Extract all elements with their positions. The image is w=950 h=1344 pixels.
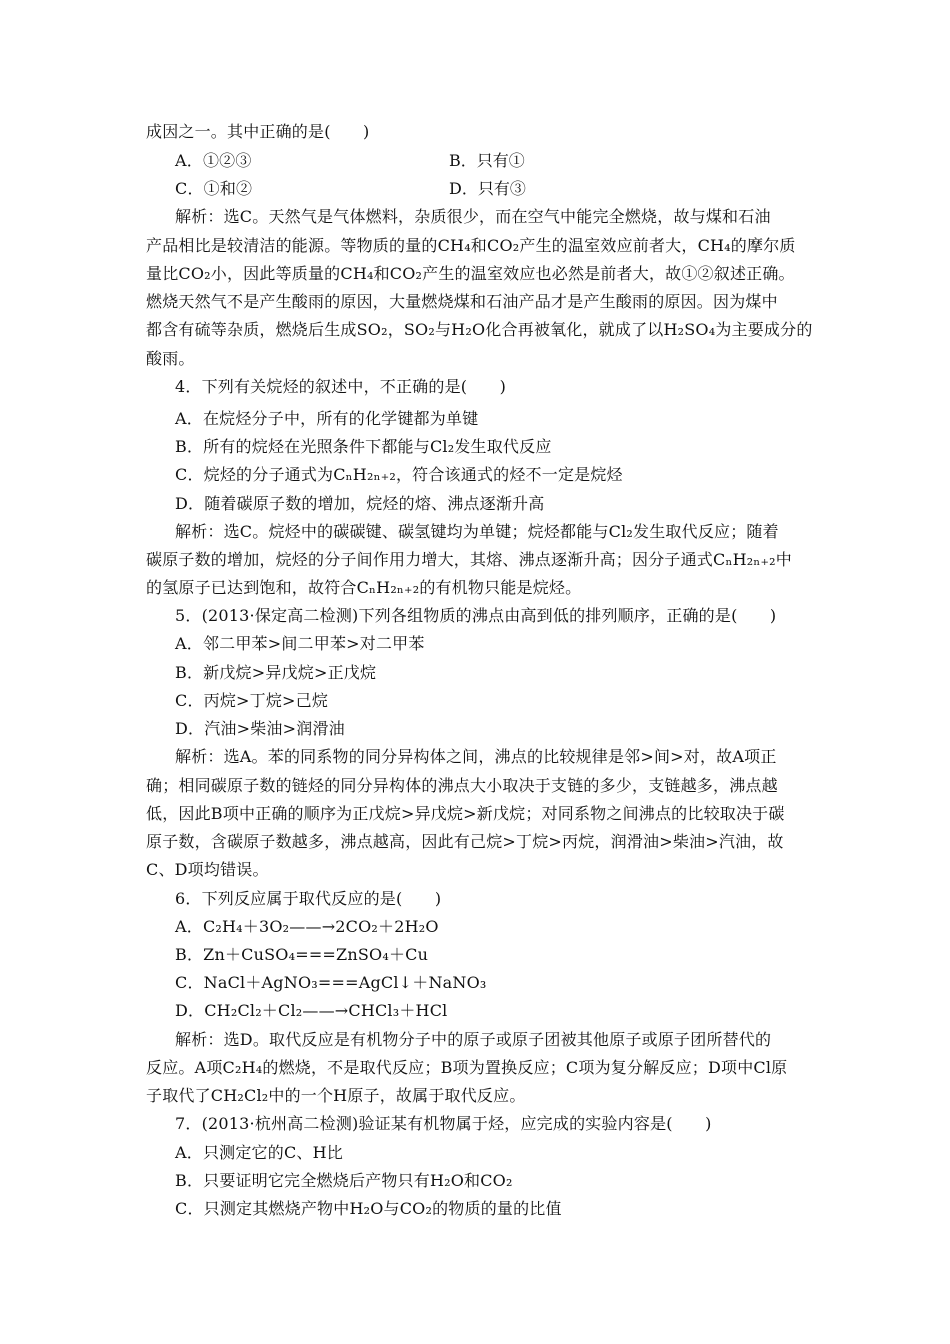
question-4: 4．下列有关烷烃的叙述中，不正确的是( ) bbox=[175, 377, 507, 396]
text-line: 产品相比是较清洁的能源。等物质的量的CH₄和CO₂产生的温室效应前者大，CH₄的摩尔质 bbox=[146, 236, 796, 255]
text-line: 量比CO₂小，因此等质量的CH₄和CO₂产生的温室效应也必然是前者大，故①②叙述正确。 bbox=[146, 264, 795, 283]
text-line: 子取代了CH₂Cl₂中的一个H原子，故属于取代反应。 bbox=[146, 1086, 526, 1105]
option-d: D．汽油>柴油>润滑油 bbox=[175, 719, 345, 738]
text-line: 酸雨。 bbox=[146, 349, 195, 368]
option-a: A．①②③ bbox=[175, 151, 252, 170]
option-a: A．只测定它的C、H比 bbox=[175, 1143, 343, 1162]
option-b: B．所有的烷烃在光照条件下都能与Cl₂发生取代反应 bbox=[175, 437, 552, 456]
option-c: C．①和② bbox=[175, 179, 253, 198]
option-a: A．C₂H₄＋3O₂——→2CO₂＋2H₂O bbox=[175, 917, 439, 936]
option-c: C．只测定其燃烧产物中H₂O与CO₂的物质的量的比值 bbox=[175, 1199, 562, 1218]
text-line: C、D项均错误。 bbox=[146, 860, 269, 879]
option-d: D．随着碳原子数的增加，烷烃的熔、沸点逐渐升高 bbox=[175, 494, 545, 513]
text-line: 解析：选D。取代反应是有机物分子中的原子或原子团被其他原子或原子团所替代的 bbox=[175, 1030, 772, 1049]
option-a: A．在烷烃分子中，所有的化学键都为单键 bbox=[175, 409, 479, 428]
option-b: B．新戊烷>异戊烷>正戊烷 bbox=[175, 663, 377, 682]
text-line: 解析：选C。天然气是气体燃料，杂质很少，而在空气中能完全燃烧，故与煤和石油 bbox=[175, 207, 771, 226]
text-line: 原子数，含碳原子数越多，沸点越高，因此有己烷>丁烷>丙烷，润滑油>柴油>汽油，故 bbox=[146, 832, 784, 851]
question-7: 7．(2013·杭州高二检测)验证某有机物属于烃，应完成的实验内容是( ) bbox=[175, 1114, 712, 1133]
option-b: B．Zn＋CuSO₄===ZnSO₄＋Cu bbox=[175, 945, 429, 964]
text-line: 解析：选C。烷烃中的碳碳键、碳氢键均为单键；烷烃都能与Cl₂发生取代反应；随着 bbox=[175, 522, 779, 541]
option-d: D．只有③ bbox=[449, 179, 526, 198]
text-line: 的氢原子已达到饱和，故符合CₙH₂ₙ₊₂的有机物只能是烷烃。 bbox=[146, 578, 582, 597]
text-line: 碳原子数的增加，烷烃的分子间作用力增大，其熔、沸点逐渐升高；因分子通式CₙH₂ₙ₊₂中 bbox=[146, 550, 792, 569]
question-5: 5．(2013·保定高二检测)下列各组物质的沸点由高到低的排列顺序，正确的是( ) bbox=[175, 606, 777, 625]
text-line: 成因之一。其中正确的是( ) bbox=[146, 122, 370, 141]
text-line: 低，因此B项中正确的顺序为正戊烷>异戊烷>新戊烷；对同系物之间沸点的比较取决于碳 bbox=[146, 804, 785, 823]
option-d: D．CH₂Cl₂＋Cl₂——→CHCl₃＋HCl bbox=[175, 1001, 448, 1020]
text-line: 都含有硫等杂质，燃烧后生成SO₂，SO₂与H₂O化合再被氧化，就成了以H₂SO₄为主要成分的 bbox=[146, 320, 813, 339]
option-a: A．邻二甲苯>间二甲苯>对二甲苯 bbox=[175, 634, 425, 653]
option-c: C．烷烃的分子通式为CₙH₂ₙ₊₂，符合该通式的烃不一定是烷烃 bbox=[175, 465, 623, 484]
text-line: 反应。A项C₂H₄的燃烧，不是取代反应；B项为置换反应；C项为复分解反应；D项中Cl原 bbox=[146, 1058, 788, 1077]
text-line: 确；相同碳原子数的链烃的同分异构体的沸点大小取决于支链的多少，支链越多，沸点越 bbox=[146, 776, 778, 795]
option-c: C．丙烷>丁烷>己烷 bbox=[175, 691, 329, 710]
text-line: 解析：选A。苯的同系物的同分异构体之间，沸点的比较规律是邻>间>对，故A项正 bbox=[175, 747, 777, 766]
question-6: 6．下列反应属于取代反应的是( ) bbox=[175, 889, 442, 908]
option-b: B．只要证明它完全燃烧后产物只有H₂O和CO₂ bbox=[175, 1171, 513, 1190]
option-c: C．NaCl＋AgNO₃===AgCl↓＋NaNO₃ bbox=[175, 973, 487, 992]
text-line: 燃烧天然气不是产生酸雨的原因，大量燃烧煤和石油产品才是产生酸雨的原因。因为煤中 bbox=[146, 292, 778, 311]
option-b: B．只有① bbox=[449, 151, 525, 170]
